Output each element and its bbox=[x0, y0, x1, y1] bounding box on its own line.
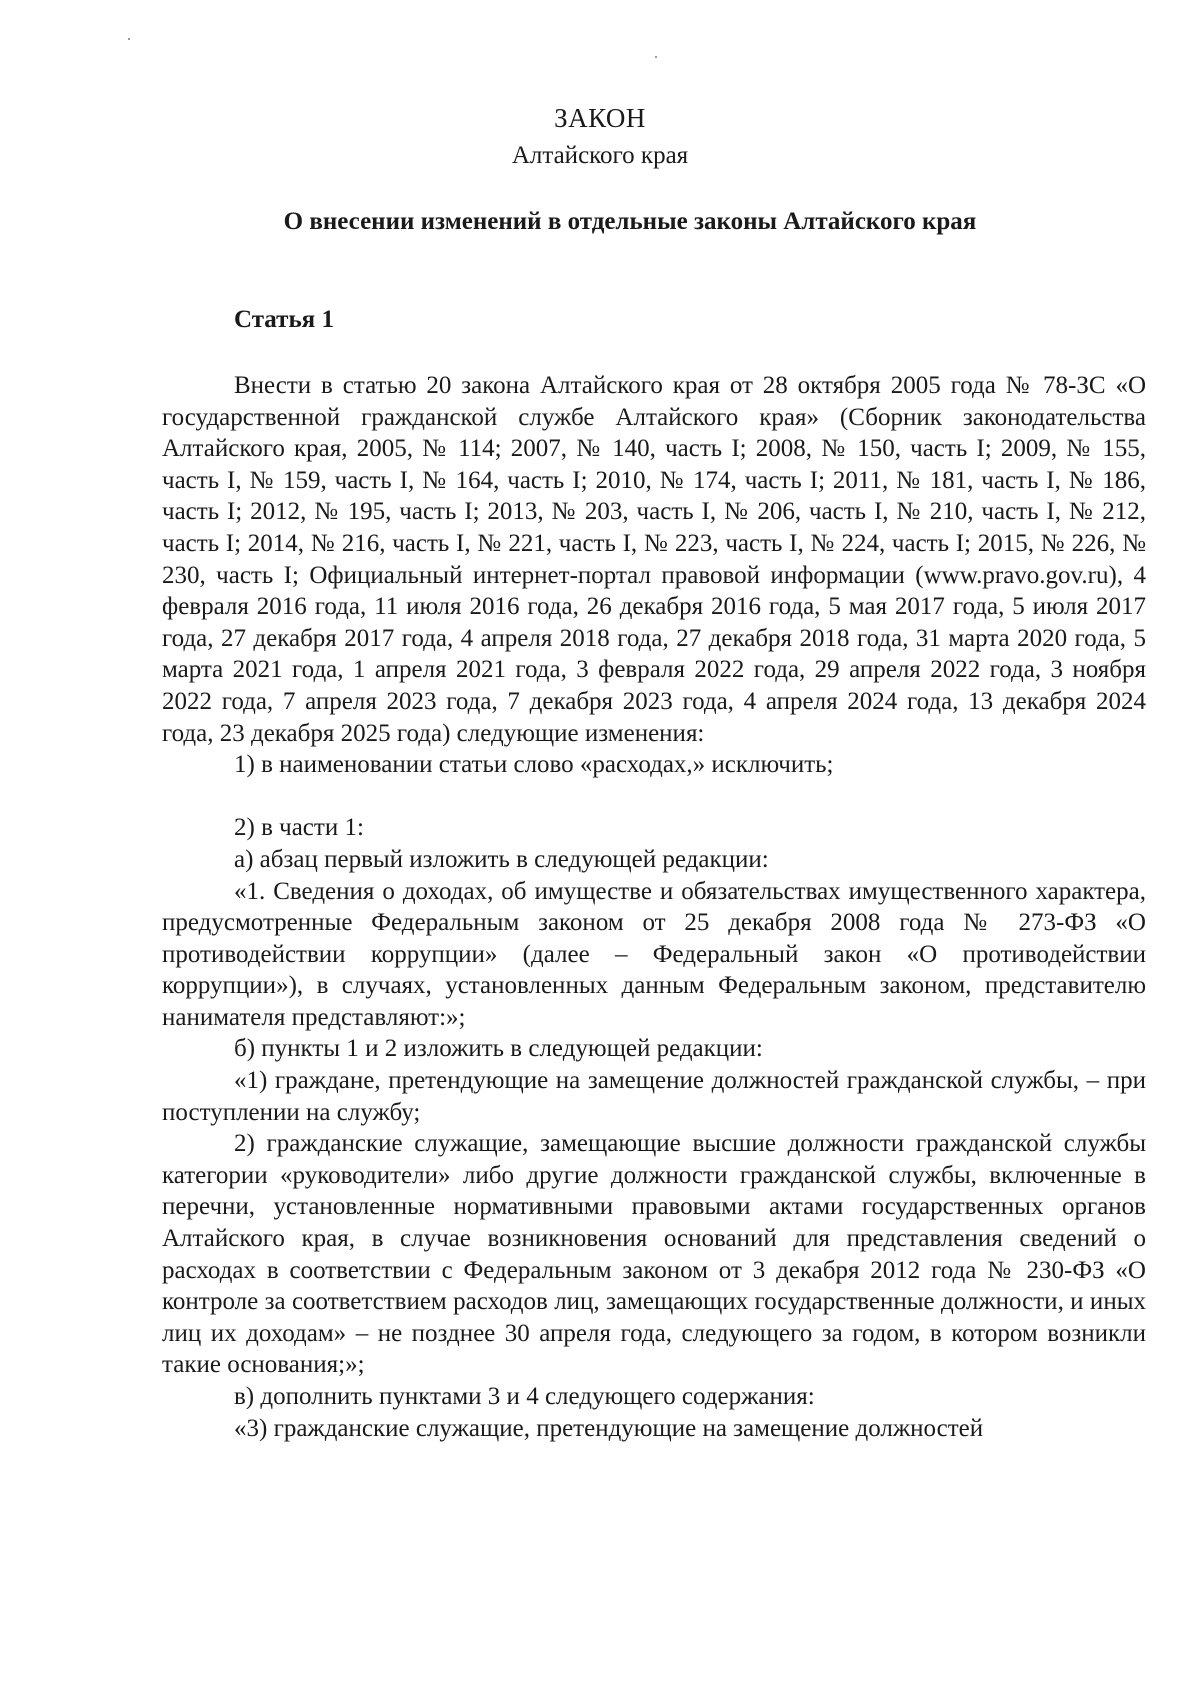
paragraph-point-2: 2) гражданские служащие, замещающие высшие должности гражданской службы категории «руководители» либо другие должности гражданской службы, включенные в перечни, установленные нормативными правовыми актами государственных органов Алтайского края, в случае возникновения оснований для представления сведений о расходах в соответствии с Федеральным законом от 3 декабря 2012 года № 230-ФЗ «О контроле за соответствием расходов лиц, замещающих государственные должности, и иных лиц их доходам» – не позднее 30 апреля года, следующего за годом, в котором возникли такие основания;»; bbox=[162, 1130, 1146, 1379]
paragraph-item-2: 2) в части 1: bbox=[234, 814, 364, 842]
issuer: Алтайского края bbox=[511, 142, 689, 169]
paragraph-point-3: «3) гражданские служащие, претендующие на замещение должностей bbox=[234, 1414, 984, 1442]
article-body bbox=[162, 370, 1146, 1444]
paragraph-subitem-b: б) пункты 1 и 2 изложить в следующей редакции: bbox=[234, 1035, 763, 1063]
paragraph-subitem-a: а) абзац первый изложить в следующей редакции: bbox=[234, 845, 769, 873]
scan-speck bbox=[655, 56, 657, 58]
paragraph-item-1: 1) в наименовании статьи слово «расходах,» исключить; bbox=[234, 751, 834, 779]
paragraph-point-1: «1) граждане, претендующие на замещение должностей гражданской службы, – при поступлении на службу; bbox=[162, 1067, 1146, 1126]
paragraph-intro: Внести в статью 20 закона Алтайского края от 28 октября 2005 года № 78-ЗС «О государственной гражданской службе Алтайского края» (Сборник законодательства Алтайского края, 2005, № 114; 2007, № 140, часть I; 2008, № 150, часть I; 2009, № 155, часть I, № 159, часть I, № 164, часть I; 2010, № 174, часть I; 2011, № 181, часть I, № 186, часть I; 2012, № 195, часть I; 2013, № 203, часть I, № 206, часть I, № 210, часть I, № 212, часть I; 2014, № 216, часть I, № 221, часть I, № 223, часть I, № 224, часть I; 2015, № 226, № 230, часть I; Официальный интернет-портал правовой информации (www.pravo.gov.ru), 4 февраля 2016 года, 11 июля 2016 года, 26 декабря 2016 года, 5 мая 2017 года, 5 июля 2017 года, 27 декабря 2017 года, 4 апреля 2018 года, 27 декабря 2018 года, 31 марта 2020 года, 5 марта 2021 года, 1 апреля 2021 года, 3 февраля 2022 года, 29 апреля 2022 года, 3 ноября 2022 года, 7 апреля 2023 года, 7 декабря 2023 года, 4 апреля 2024 года, 13 декабря 2024 года, 23 декабря 2025 года) следующие изменения: bbox=[162, 372, 1146, 747]
document-title: О внесении изменений в отдельные законы Алтайского края bbox=[283, 208, 977, 235]
paragraph-subitem-v: в) дополнить пунктами 3 и 4 следующего содержания: bbox=[234, 1383, 815, 1410]
article-heading: Статья 1 bbox=[234, 306, 334, 333]
document-type: ЗАКОН bbox=[554, 103, 646, 133]
scan-speck bbox=[128, 38, 130, 40]
paragraph-quote-1: «1. Сведения о доходах, об имуществе и обязательствах имущественного характера, предусмотренные Федеральным законом от 25 декабря 2008 года № 273-ФЗ «О противодействии коррупции» (далее – Федеральный закон «О противодействии коррупции»), в случаях, установленных данным Федеральным законом, представителю нанимателя представляют:»; bbox=[162, 877, 1146, 1031]
